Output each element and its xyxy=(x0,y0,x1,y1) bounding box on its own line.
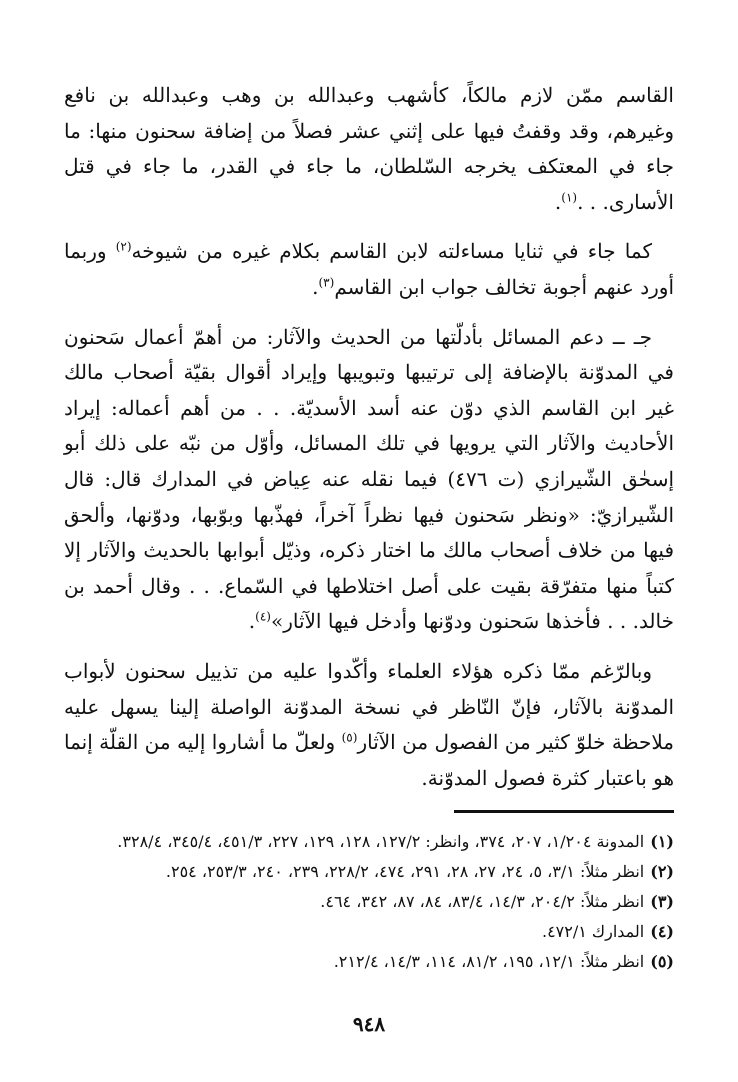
footnote-1 xyxy=(64,827,674,857)
footnote-text: المدارك ٤٧٢/١. xyxy=(541,922,645,942)
footnote-number: (١) xyxy=(650,832,674,852)
paragraph-2-middle: وربما أورد عنهم أجوبة تخالف جواب ابن القاسم xyxy=(64,239,674,299)
paragraph-2 xyxy=(64,234,674,305)
footnote-text: انظر مثلاً: ١٢/١، ١٩٥، ٨١/٢، ١١٤، ١٤/٣، ٢١٢/٤. xyxy=(333,952,645,972)
paragraph-3 xyxy=(64,320,674,640)
paragraph-1 xyxy=(64,78,674,220)
footnote-2 xyxy=(64,857,674,887)
footnote-text: انظر مثلاً: ٢٠٤/٢، ١٤/٣، ٨٣/٤، ٨٤، ٨٧، ٣٤٢، ٤٦٤. xyxy=(320,892,645,912)
footnote-5 xyxy=(64,947,674,977)
paragraph-4-text: وبالرّغم ممّا ذكره هؤلاء العلماء وأكّدوا عليه من تذييل سحنون لأبواب المدوّنة بالآثار، فإنّ النّاظر في نسخة المدوّنة الواصلة إلينا يسهل عليه ملاحظة خلوّ كثير من الفصول من الآثار xyxy=(64,658,674,755)
footnotes xyxy=(64,827,674,977)
footnote-separator xyxy=(454,810,674,813)
footnote-number: (٤) xyxy=(650,922,674,942)
footnote-4 xyxy=(64,917,674,947)
footnote-text: المدونة ١/٢٠٤، ٢٠٧، ٣٧٤، وانظر: ١٢٧/٢، ١٢٨، ١٢٩، ٢٢٧، ٤٥١/٣، ٣٤٥/٤، ٣٢٨/٤. xyxy=(117,832,645,852)
paragraph-3-text: جـ ــ دعم المسائل بأدلّتها من الحديث والآثار: من أهمّ أعمال سَحنون في المدوّنة بالإضافة إلى ترتيبها وتبويبها وإيراد أقوال بقيّة أصحاب مالك غير ابن القاسم الذي دوّن عنه أسد الأسديّة. . . من أهم أعماله: إيراد الأحاديث والآثار التي يرويها في تلك المسائل، وأوّل من نبّه على ذلك أبو إسحٰق الشّيرازي (ت ٤٧٦) فيما نقله عنه عِياض في المدارك قال: قال الشّيرازيّ: «ونظر سَحنون فيها نظراً آخراً، فهذّبها وبوّبها، ودوّنها، وألحق فيها من خلاف أصحاب مالك ما اختار ذكره، وذيّل أبوابها بالحديث والآثار إلا كتباً منها متفرّقة بقيت على أصل اختلاطها في السّماع. . . وقال أحمد بن خالد. . . فأخذها سَحنون ودوّنها وأدخل فيها الآثار» xyxy=(64,324,675,634)
paragraph-2-tail: . xyxy=(312,274,319,299)
paragraph-1-text: القاسم ممّن لازم مالكاً، كأشهب وعبدالله بن وهب وعبدالله بن نافع وغيرهم، وقد وقفتُ فيها على إثني عشر فصلاً من إضافة سحنون منها: ما جاء في المعتكف يخرجه السّلطان، ما جاء في القدر، ما جاء في قتل الأسارى. . . xyxy=(64,83,674,214)
footnote-3 xyxy=(64,887,674,917)
footnote-text: انظر مثلاً: ٣/١، ٥، ٢٤، ٢٧، ٢٨، ٢٩١، ٤٧٤، ٢٢٨/٢، ٢٣٩، ٢٤٠، ٢٥٣/٣، ٢٥٤. xyxy=(165,862,645,882)
paragraph-4 xyxy=(64,654,674,796)
paragraph-1-tail: . xyxy=(554,189,562,214)
footnote-ref-3: (٣) xyxy=(318,275,335,290)
footnote-ref-2: (٢) xyxy=(115,239,132,254)
footnote-ref-4: (٤) xyxy=(255,609,271,624)
footnote-ref-1: (١) xyxy=(561,190,578,205)
paragraph-2-text: كما جاء في ثنايا مساءلته لابن القاسم بكلام غيره من شيوخه xyxy=(131,239,652,264)
footnote-number: (٢) xyxy=(650,862,674,882)
paragraph-4-tail: ولعلّ ما أشاروا إليه من القلّة إنما هو باعتبار كثرة فصول المدوّنة. xyxy=(64,730,674,790)
footnote-number: (٥) xyxy=(650,952,674,972)
footnote-ref-5: (٥) xyxy=(341,730,358,745)
paragraph-3-tail: . xyxy=(248,609,256,634)
page-number: ٩٤٨ xyxy=(352,1012,386,1036)
footnote-number: (٣) xyxy=(650,892,674,912)
